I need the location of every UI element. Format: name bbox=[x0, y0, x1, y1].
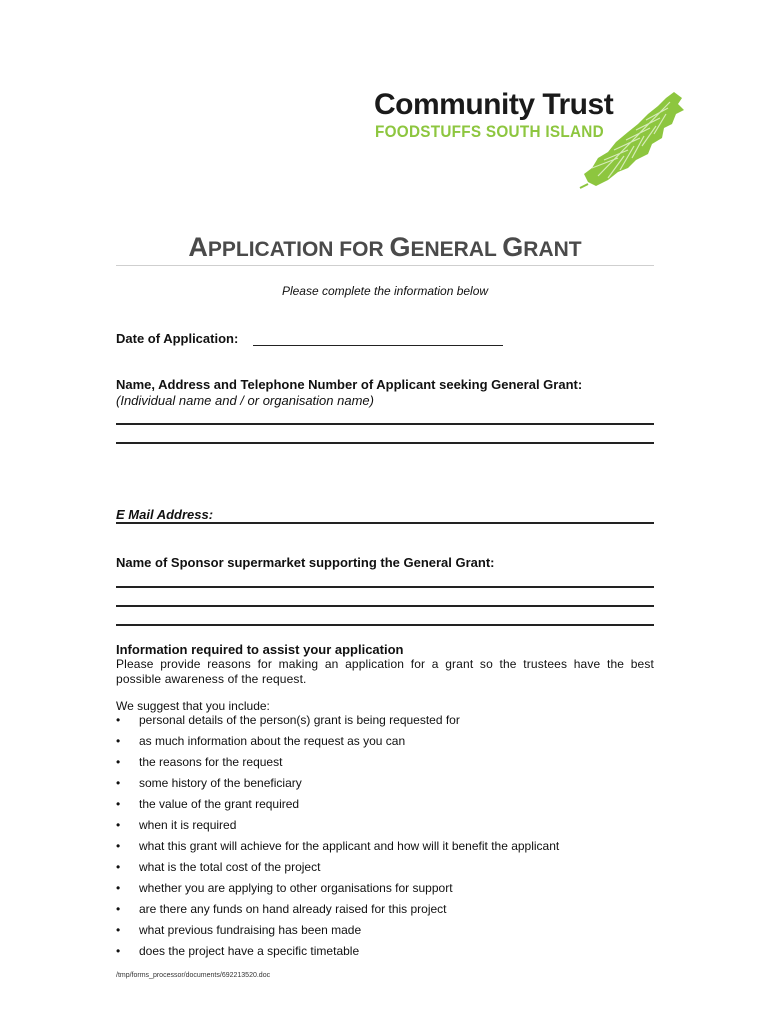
south-island-map-icon bbox=[578, 88, 688, 192]
list-item: • as much information about the request as you can bbox=[116, 734, 406, 748]
list-item: • what this grant will achieve for the applicant and how will it benefit the applicant bbox=[116, 839, 560, 853]
sponsor-field-line-1[interactable] bbox=[116, 586, 654, 588]
title-divider bbox=[116, 265, 654, 266]
list-item: • does the project have a specific timetable bbox=[116, 944, 360, 958]
date-of-application-field[interactable] bbox=[253, 345, 503, 346]
document-path-footer: /tmp/forms_processor/documents/692213520.doc bbox=[116, 972, 271, 979]
applicant-details-hint: (Individual name and / or organisation name) bbox=[116, 393, 374, 408]
list-item: • when it is required bbox=[116, 818, 237, 832]
list-item: • some history of the beneficiary bbox=[116, 776, 302, 790]
bullet-icon: • bbox=[116, 776, 121, 790]
page-title: APPLICATION FOR GENERAL GRANT bbox=[188, 232, 582, 262]
info-paragraph: Please provide reasons for making an application for a grant so the trustees have the best possible awareness of the request. bbox=[116, 657, 654, 686]
list-item: • the value of the grant required bbox=[116, 797, 300, 811]
bullet-icon: • bbox=[116, 860, 121, 874]
applicant-details-label: Name, Address and Telephone Number of Applicant seeking General Grant: bbox=[116, 377, 583, 392]
bullet-icon: • bbox=[116, 755, 121, 769]
list-item: • the reasons for the request bbox=[116, 755, 283, 769]
bullet-icon: • bbox=[116, 734, 121, 748]
bullet-icon: • bbox=[116, 944, 121, 958]
email-address-label: E Mail Address: bbox=[116, 507, 214, 522]
applicant-details-field-line-1[interactable] bbox=[116, 423, 654, 425]
list-item: • what is the total cost of the project bbox=[116, 860, 321, 874]
logo-subtitle: FOODSTUFFS SOUTH ISLAND bbox=[375, 122, 604, 141]
logo-title: Community Trust bbox=[374, 88, 614, 121]
bullet-icon: • bbox=[116, 818, 121, 832]
suggestion-list bbox=[116, 713, 676, 965]
sponsor-field-line-3[interactable] bbox=[116, 624, 654, 626]
list-item: • what previous fundraising has been made bbox=[116, 923, 362, 937]
bullet-icon: • bbox=[116, 902, 121, 916]
info-section-heading: Information required to assist your application bbox=[116, 642, 404, 657]
sponsor-supermarket-label: Name of Sponsor supermarket supporting the General Grant: bbox=[116, 555, 495, 570]
list-item: • are there any funds on hand already raised for this project bbox=[116, 902, 447, 916]
bullet-icon: • bbox=[116, 797, 121, 811]
list-item: • personal details of the person(s) grant is being requested for bbox=[116, 713, 460, 727]
bullet-icon: • bbox=[116, 713, 121, 727]
sponsor-field-line-2[interactable] bbox=[116, 605, 654, 607]
list-item: • whether you are applying to other organisations for support bbox=[116, 881, 453, 895]
applicant-details-field-line-2[interactable] bbox=[116, 442, 654, 444]
bullet-icon: • bbox=[116, 923, 121, 937]
bullet-icon: • bbox=[116, 881, 121, 895]
suggestion-intro: We suggest that you include: bbox=[116, 699, 270, 713]
bullet-icon: • bbox=[116, 839, 121, 853]
instructions-text: Please complete the information below bbox=[281, 284, 489, 298]
date-of-application-label: Date of Application: bbox=[116, 331, 239, 346]
email-address-field[interactable] bbox=[116, 522, 654, 524]
